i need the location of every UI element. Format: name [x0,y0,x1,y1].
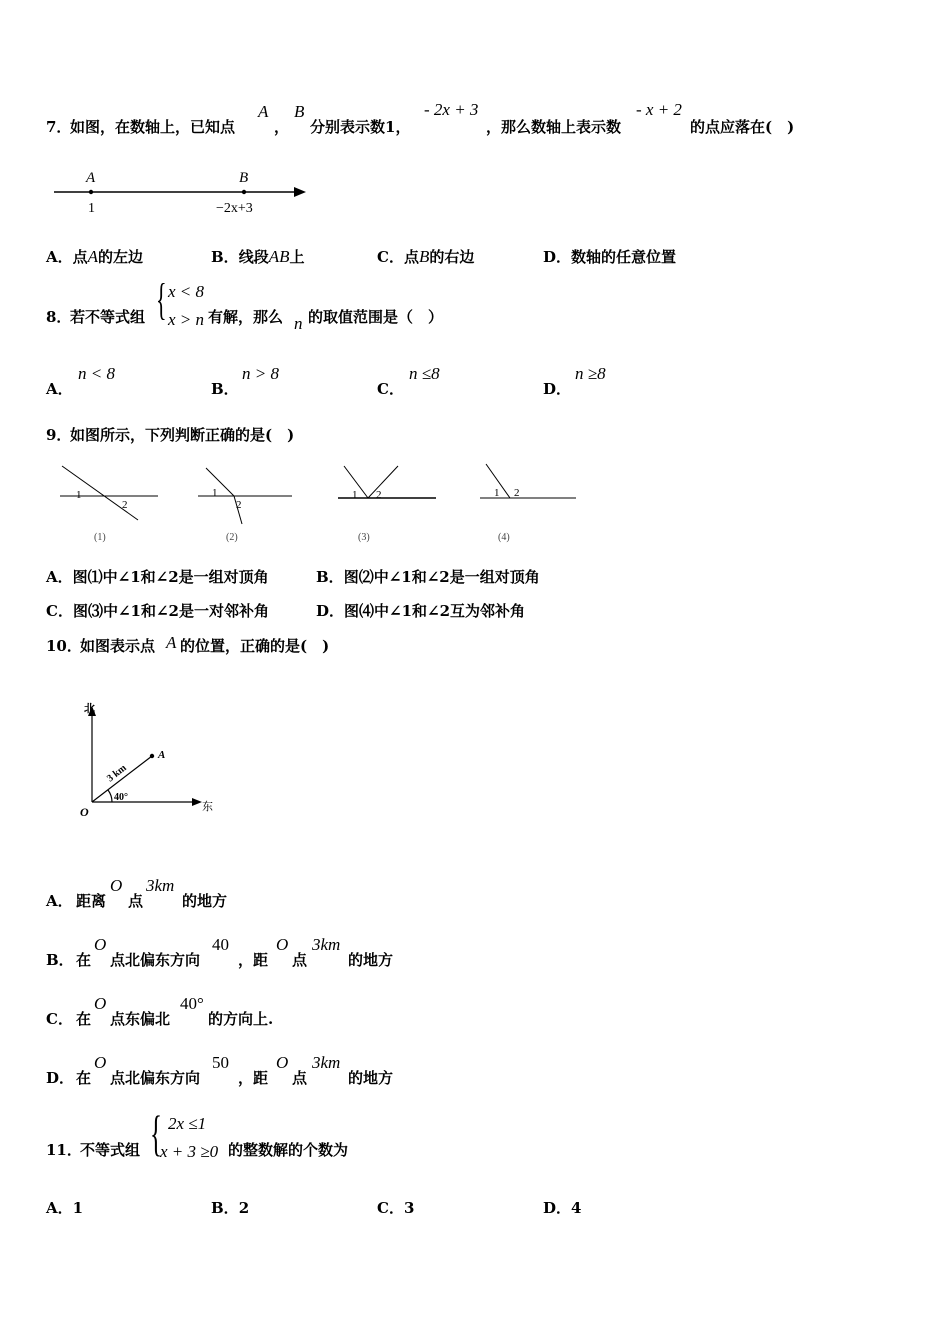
option-letter: C． [377,380,404,398]
option-letter: B． [211,380,239,398]
option-letter: A． [46,568,73,586]
fig2-angle2-label: 2 [236,499,242,511]
q9-text: 如图所示，下列判断正确的是( ) [70,426,295,444]
option-text: 数轴的任意位置 [571,248,677,266]
origin-label: O [80,805,89,819]
option-text: 点 [292,1069,308,1087]
option-text: 在 [76,951,92,969]
option-letter: B． [316,568,344,586]
q7-fig-value-b: −2x+3 [216,201,253,216]
angle-label: 40° [114,792,128,803]
option-text: 的地方 [182,892,228,910]
option-letter: D． [543,1199,572,1217]
option-math: n ≥8 [575,364,606,383]
option-text: 在 [76,1010,92,1028]
option-text: 距离 [76,892,107,910]
option-text: 的地方 [348,1069,394,1087]
option-math: 40° [180,994,204,1013]
option-text: 图⑶中∠1和∠2是一对邻补角 [72,602,269,620]
option-text: 的地方 [348,951,394,969]
option-letter: C． [377,248,404,266]
option-text: 图⑴中∠1和∠2是一组对顶角 [72,568,269,586]
q11-option-a[interactable] [46,1197,83,1218]
option-math: 3km [312,935,341,954]
fig3-angle1-label: 1 [352,489,358,501]
fig2-caption: (2) [226,532,238,543]
option-math: n ≤8 [409,364,440,383]
option-text: 点 [128,892,144,910]
q7-expr1: - 2x + 3 [424,100,479,119]
q7-expr2: - x + 2 [636,100,682,119]
fig1-angle1-label: 1 [76,489,82,501]
option-text: 上 [289,248,305,266]
point-a-dot [89,190,93,194]
distance-label: 3 km [105,762,129,785]
option-text: 点北偏东方向 [110,1069,201,1087]
option-math: 50 [212,1053,229,1072]
q8-text-c: 的取值范围是（ ） [308,308,444,326]
option-text: 点 [403,248,419,266]
q8-text-b: 有解，那么 [208,308,284,326]
q11-option-b[interactable] [211,1197,249,1218]
option-letter: C． [46,602,73,620]
fig3-ray-right [368,466,398,498]
q9-option-a[interactable] [46,566,269,587]
q11-option-d[interactable] [543,1197,581,1218]
q10-text-a: 如图表示点 [80,637,156,655]
q11-option-c[interactable] [377,1197,414,1218]
option-math: n > 8 [242,364,279,383]
option-text: ，距 [238,1069,269,1087]
fig2-ray-a [206,468,234,496]
q9-option-b[interactable] [316,566,540,587]
option-text: 在 [76,1069,92,1087]
option-text: 线段 [238,248,269,266]
q7-option-c[interactable] [377,246,474,267]
q10-point: A [166,633,177,652]
option-math: O [94,935,107,954]
option-letter: B． [211,248,239,266]
q7-text-c: ，那么数轴上表示数 [486,118,622,136]
option-letter: B． [46,951,74,969]
q11-number: 11． [46,1141,82,1159]
fig1-transversal [62,466,138,520]
q11-line2: x + 3 ≥0 [160,1142,219,1161]
option-value: 2 [238,1199,250,1217]
q9-option-c[interactable] [46,600,269,621]
option-letter: D． [316,602,345,620]
q9-angle-figures [50,456,590,552]
option-text: ，距 [238,951,269,969]
q8-var: n [294,314,303,333]
option-letter: C． [377,1199,404,1217]
option-math: 3km [146,876,175,895]
q7-text-a: 如图，在数轴上，已知点 [70,118,236,136]
left-brace-icon: { [156,275,167,324]
q7-point-a: A [258,102,269,121]
option-text: 的右边 [429,248,475,266]
arrow-right-icon [294,187,306,197]
q11-text-b: 的整数解的个数为 [228,1141,349,1159]
fig1-caption: (1) [94,532,106,543]
fig2-angle1-label: 1 [212,487,218,499]
option-text: 图⑷中∠1和∠2互为邻补角 [344,602,526,620]
option-math: O [94,1053,107,1072]
option-text: 图⑵中∠1和∠2是一组对顶角 [343,568,540,586]
fig3-caption: (3) [358,532,370,543]
q8-text-a: 若不等式组 [70,308,146,326]
q10-direction-figure [70,696,220,826]
q7-option-b[interactable] [211,246,305,267]
option-math: n < 8 [78,364,115,383]
q7-option-d[interactable] [543,246,676,267]
q7-option-a[interactable] [46,246,143,267]
fig1-angle2-label: 2 [122,499,128,511]
option-letter: A． [46,380,73,398]
option-math: 3km [312,1053,341,1072]
q11-text-a: 不等式组 [80,1141,141,1159]
option-letter: A． [46,1199,73,1217]
fig3-angle2-label: 2 [376,489,382,501]
q9-number: 9． [46,426,72,444]
angle-arc [108,790,112,802]
option-letter: A． [46,892,73,910]
option-value: 3 [403,1199,415,1217]
q7-text-d: 的点应落在( ) [690,118,795,136]
q7-number: 7． [46,118,72,136]
q10-number: 10． [46,637,82,655]
option-letter: D． [46,1069,75,1087]
option-text: 点北偏东方向 [110,951,201,969]
q7-text-b: 分别表示数1， [310,118,411,136]
option-text: 点东偏北 [110,1010,171,1028]
option-math: AB [268,247,290,266]
option-math: O [276,1053,289,1072]
q7-fig-label-a: A [86,170,96,186]
north-label: 北 [84,703,95,715]
option-value: 4 [571,1199,582,1217]
option-math: O [110,876,123,895]
option-math: A [87,247,99,266]
option-text: 点 [72,248,88,266]
option-letter: D． [543,248,572,266]
option-text: 点 [292,951,308,969]
option-math: B [418,247,430,266]
q8-line2: x > n [168,310,205,329]
q8-number: 8． [46,308,72,326]
left-brace-icon: { [150,1105,162,1161]
option-math: 40 [212,935,229,954]
option-math: O [276,935,289,954]
q7-number-line-figure [48,166,318,222]
fig4-caption: (4) [498,532,510,543]
q7-point-b: B [294,102,305,121]
fig4-angle1-label: 1 [494,487,500,499]
option-math: O [94,994,107,1013]
point-a-label: A [158,749,166,761]
option-text: 的左边 [98,248,144,266]
option-letter: C． [46,1010,73,1028]
east-label: 东 [202,801,213,813]
q7-fig-value-a: 1 [88,201,95,216]
q10-text-b: 的位置，正确的是( ) [180,637,330,655]
fig4-angle2-label: 2 [514,487,520,499]
q8-line1: x < 8 [168,282,205,301]
q7-comma: ， [274,118,290,136]
option-value: 1 [72,1199,84,1217]
q7-fig-label-b: B [239,170,249,186]
arrow-right-icon [192,798,202,806]
option-letter: D． [543,380,572,398]
option-letter: A． [46,248,73,266]
q11-line1: 2x ≤1 [168,1114,207,1133]
q9-option-d[interactable] [316,600,525,621]
point-b-dot [242,190,246,194]
option-text: 的方向上. [208,1010,274,1028]
option-letter: B． [211,1199,239,1217]
point-a-dot [150,754,154,758]
